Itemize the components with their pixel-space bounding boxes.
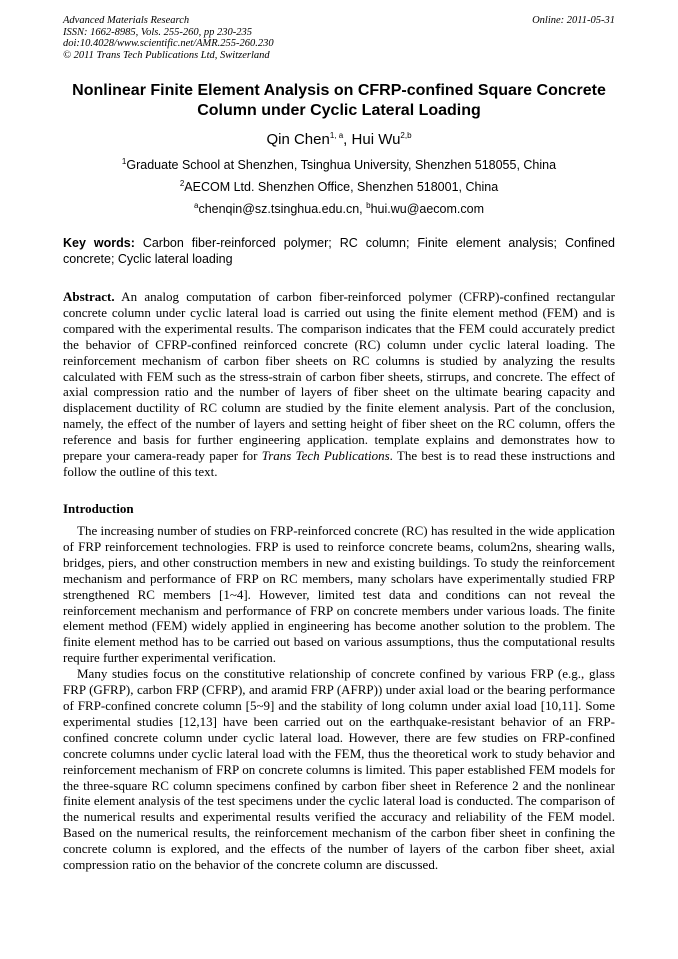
email-b[interactable]: hui.wu@aecom.com xyxy=(370,202,484,217)
emails xyxy=(0,201,678,216)
email-sup: a xyxy=(193,201,199,210)
copyright: © 2011 Trans Tech Publications Ltd, Switzerland xyxy=(63,49,270,61)
authors xyxy=(0,131,678,148)
journal-header xyxy=(63,15,274,61)
email-sup: b xyxy=(366,201,371,210)
keywords-label: Key words: xyxy=(63,236,135,250)
aff-text: AECOM Ltd. Shenzhen Office, Shenzhen 518001, China xyxy=(184,180,499,195)
section-heading: Introduction xyxy=(63,501,134,516)
aff-sup: 1 xyxy=(121,157,127,166)
online-date: Online: 2011-05-31 xyxy=(532,15,615,26)
paper-title: Nonlinear Finite Element Analysis on CFRP-confined Square Concrete Column under Cyclic Lateral Loading xyxy=(72,82,606,119)
abstract-text: An analog computation of carbon fiber-reinforced polymer (CFRP)-confined rectangular concrete column under cyclic lateral load is carried out using the finite element method (FEM) and is compared with the experimental results. The comparison indicates that the FEM could accurately predict the behavior of CFRP-confined reinforced concrete (RC) column under cyclic lateral loading. The reinforcement mechanism of carbon fiber sheets on RC columns is studied by analyzing the results calculated with FEM such as the stress-strain of carbon fiber sheets, stirrups, and concrete. The effect of axial compression ratio and the number of layers of fiber sheet on the ultimate bearing capacity and displacement ductility of RC column are studied by the finite element analysis. Part of the conclusion, namely, the effect of the number of layers and setting height of fiber sheet on the RC column, offers the reference and basis for further engineering application. template explains and demonstrates how to prepare your camera-ready paper for xyxy=(63,289,615,464)
journal-name: Advanced Materials Research xyxy=(63,15,190,26)
affiliation-2 xyxy=(0,179,678,194)
author-sep: , xyxy=(343,131,352,148)
author-2: Hui Wu xyxy=(351,131,401,148)
aff-text: Graduate School at Shenzhen, Tsinghua University, Shenzhen 518055, China xyxy=(126,158,557,173)
abstract xyxy=(63,289,615,480)
keywords-text: Carbon fiber-reinforced polymer; RC column; Finite element analysis; Confined concrete; Cyclic lateral loading xyxy=(63,236,615,266)
keywords xyxy=(63,235,615,267)
introduction-body xyxy=(63,523,615,873)
aff-sup: 2 xyxy=(179,179,185,188)
issn: ISSN: 1662-8985, Vols. 255-260, pp 230-235 xyxy=(63,26,252,38)
paragraph: The increasing number of studies on FRP-reinforced concrete (RC) has resulted in the wide application of FRP reinforcement technologies. FRP is used to reinforce concrete beams, colum2ns, shearing walls, bridges, piers, and other construction members in new and existing buildings. To study the reinforcement mechanism and performance of FRP on RC members, many scholars have experimentally studied FRP strengthened RC members [1~4]. However, limited test data and conditions can not reveal the reinforcement mechanism and performance of FRP on concrete members under various loads. The finite element method (FEM) widely applied in engineering has become another solution to the problem. The finite element method has to be carried out based on various assumptions, thus the computational results require further experimental verification. xyxy=(63,523,615,666)
email-a[interactable]: chenqin@sz.tsinghua.edu.cn, xyxy=(198,202,367,217)
affiliation-1 xyxy=(0,157,678,172)
author-1: Qin Chen xyxy=(266,131,330,148)
doi[interactable]: doi:10.4028/www.scientific.net/AMR.255-260.230 xyxy=(63,38,274,49)
author-2-sup: 2,b xyxy=(400,131,412,140)
author-1-sup: 1, a xyxy=(329,131,344,140)
abstract-italic: Trans Tech Publications xyxy=(261,448,390,464)
abstract-label: Abstract. xyxy=(63,289,115,304)
abstract-text-end: . The best is to read these instructions and follow the outline of this text. xyxy=(63,448,615,479)
paragraph: Many studies focus on the constitutive relationship of concrete confined by various FRP (e.g., glass FRP (GFRP), carbon FRP (CFRP), and aramid FRP (AFRP)) under axial load or the bearing performance of FRP-confined concrete column [5~9] and the stability of long column under axial load [10,11]. Some experimental studies [12,13] have been carried out on the earthquake-resistant behavior of an FRP-confined concrete column under cyclic lateral load. However, there are few studies on FRP-confined concrete columns under cyclic lateral load with the FEM, thus the theoretical work to study behavior and reinforcement mechanism of FRP on concrete columns is limited. This paper established FEM models for the three-square RC column specimens confined by carbon fiber sheet in Reference 2 and the nonlinear finite element analysis of the test specimens under the cyclic lateral load is conducted. The comparison of the numerical results and experimental results verified the accuracy and reliability of the FEM model. Based on the numerical results, the reinforcement mechanism of the carbon fiber sheet in confining the concrete column is explored, and the effects of the number of layers of the carbon fiber sheet, axial compression ratio on the behavior of the concrete column are discussed. xyxy=(63,666,615,873)
